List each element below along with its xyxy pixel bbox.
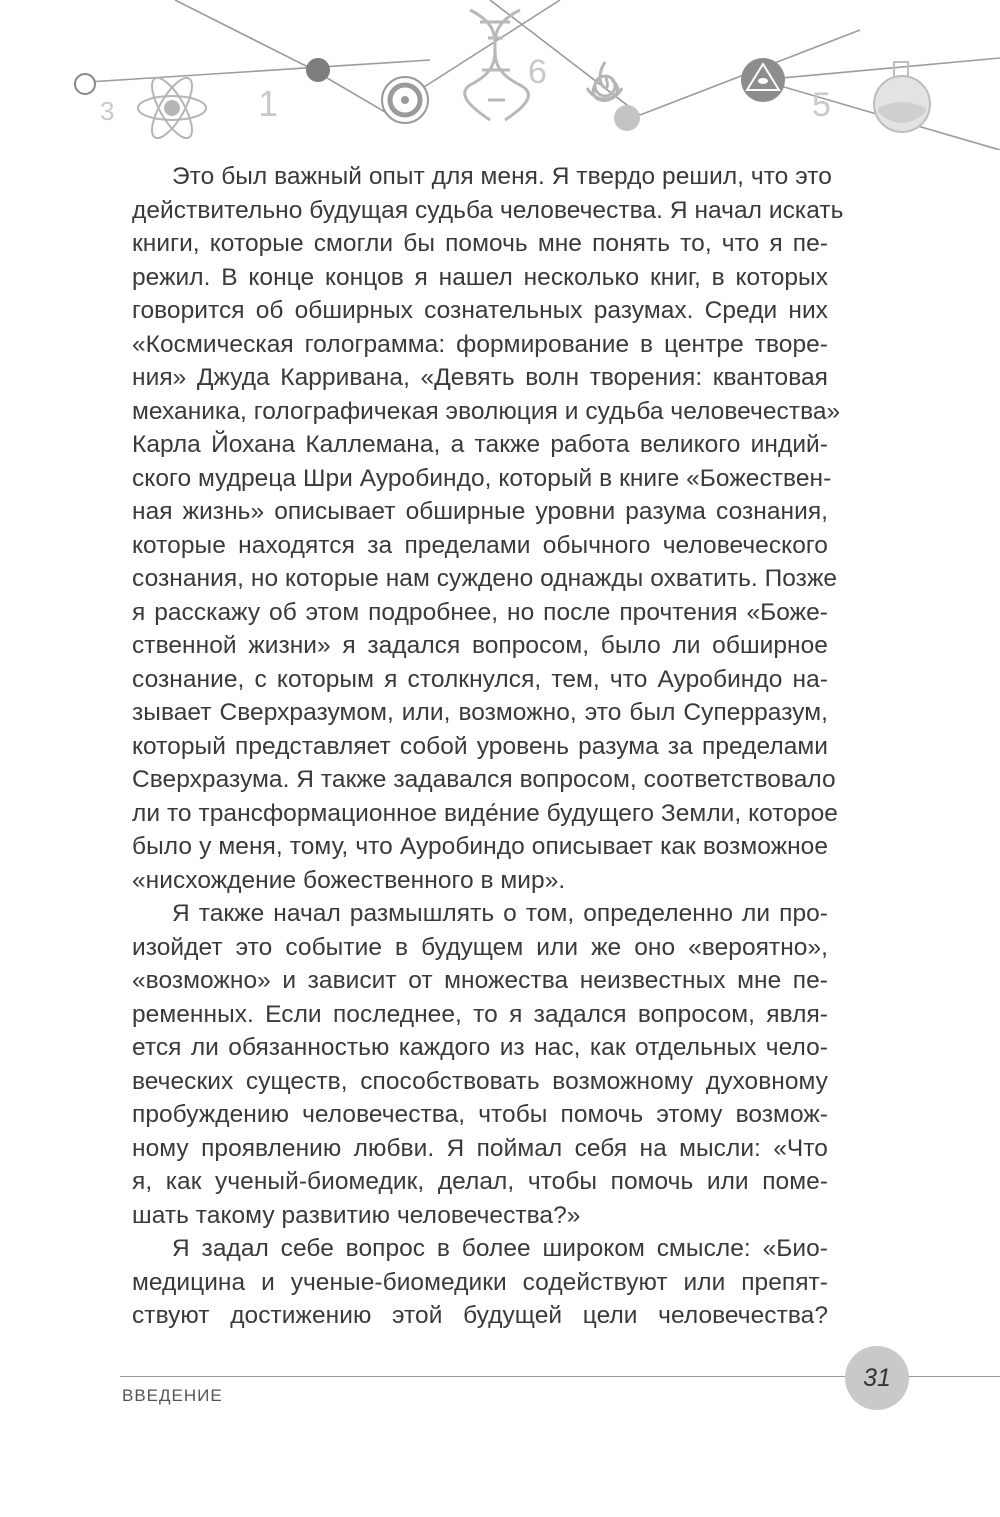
text-line: «нисхождение божественного в мир». (132, 866, 566, 894)
text-line: ствуют достижению этой будущей цели человечества? (132, 1302, 828, 1329)
gray-dot-icon (614, 105, 640, 131)
section-label: ВВЕДЕНИЕ (122, 1386, 223, 1405)
paragraph-1 (132, 160, 844, 897)
text-line: изойдет это событие в будущем или же оно «вероятно», (132, 933, 828, 961)
text-line: ния» Джуда Карривана, «Девять волн творения: квантовая (132, 364, 828, 391)
body-text (132, 160, 844, 1333)
text-line: ственной жизни» я задался вопросом, было ли обширное (132, 632, 828, 659)
atom-icon (138, 73, 206, 144)
text-line: который представляет собой уровень разума за пределами (132, 732, 828, 760)
text-line: веческих существ, способствовать возможному духовному (132, 1067, 828, 1095)
header-illustration (0, 0, 1000, 150)
text-line: механика, голографичекая эволюция и судьба человечества» (132, 397, 841, 425)
paragraph-3 (132, 1232, 828, 1333)
text-line: ременных. Если последнее, то я задался вопросом, явля- (132, 1000, 828, 1028)
text-line: режил. В конце концов я нашел несколько книг, в которых (132, 263, 828, 291)
text-line: Это был важный опыт для меня. Я твердо решил, что это (172, 163, 832, 190)
text-line: сознание, с которым я столкнулся, тем, что Ауробиндо на- (132, 665, 828, 693)
text-line: Я также начал размышлять о том, определенно ли про- (172, 900, 828, 927)
eye-lens-icon (382, 77, 428, 123)
text-line: медицина и ученые-биомедики содействуют или препят- (132, 1268, 828, 1296)
all-seeing-eye-icon (741, 58, 785, 102)
text-line: я, как ученый-биомедик, делал, чтобы помочь или поме- (132, 1168, 828, 1195)
text-line: действительно будущая судьба человечества. Я начал искать (132, 196, 844, 224)
text-line: я расскажу об этом подробнее, но после прочтения «Боже- (132, 598, 828, 626)
text-line: ная жизнь» описывает обширные уровни разума сознания, (132, 498, 828, 525)
hollow-circle-icon (75, 74, 95, 94)
text-line: ется ли обязанностью каждого из нас, как отдельных чело- (132, 1034, 828, 1061)
header-number-1: 1 (258, 83, 279, 124)
text-line: Карла Йохана Каллемана, а также работа великого индий- (132, 431, 828, 458)
text-line: сознания, но которые нам суждено однажды охватить. Позже (132, 565, 838, 592)
paragraph-2 (132, 897, 828, 1232)
text-line: Я задал себе вопрос в более широком смысле: «Био- (172, 1235, 828, 1262)
text-line: ского мудреца Шри Ауробиндо, который в книге «Божествен- (132, 464, 832, 492)
text-line: «Космическая голограмма: формирование в центре творе- (132, 330, 828, 358)
page-number: 31 (863, 1364, 891, 1392)
header-number-3: 3 (100, 96, 115, 126)
text-line: Сверхразума. Я также задавался вопросом, соответствовало (132, 766, 836, 793)
text-line: книги, которые смогли бы помочь мне понять то, что я пе- (132, 230, 828, 257)
text-line: шать такому развитию человечества?» (132, 1201, 581, 1229)
header-number-6: 6 (528, 53, 547, 91)
flask-icon (874, 62, 930, 132)
text-line: зывает Сверхразумом, или, возможно, это был Суперразум, (132, 699, 828, 726)
text-line: ли то трансформационное виде́ние будущего Земли, которое (132, 799, 838, 827)
text-line: ному проявлению любви. Я поймал себя на мысли: «Что (132, 1134, 828, 1162)
text-line: говорится об обширных сознательных разумах. Среди них (132, 297, 828, 324)
text-line: пробуждению человечества, чтобы помочь этому возмож- (132, 1101, 828, 1128)
text-line: «возможно» и зависит от множества неизвестных мне пе- (132, 967, 828, 994)
dark-dot-icon (306, 58, 330, 82)
header-number-5: 5 (812, 86, 831, 124)
text-line: которые находятся за пределами обычного человеческого (132, 531, 828, 559)
celtic-knot-icon (587, 62, 622, 100)
text-line: было у меня, тому, что Ауробиндо описывает как возможное (132, 833, 828, 860)
